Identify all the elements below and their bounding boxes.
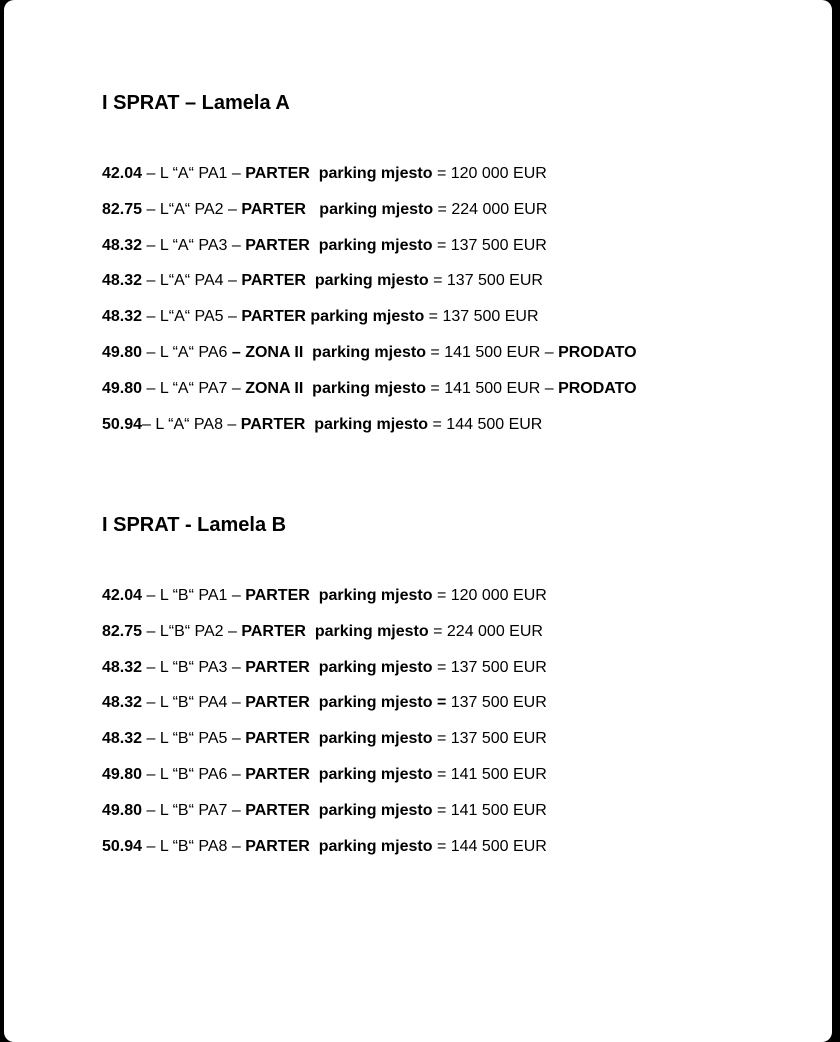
unit-code: – L “A“ PA7 – xyxy=(142,379,246,397)
level-label: PARTER xyxy=(241,622,306,640)
unit-code: – L“A“ PA4 – xyxy=(142,272,242,290)
area-value: 49.80 xyxy=(102,801,143,819)
type-label: parking mjesto xyxy=(318,165,433,182)
type-label: parking mjesto xyxy=(318,658,433,676)
spacer xyxy=(310,659,319,676)
price-value: = 141 500 EUR xyxy=(432,801,547,819)
unit-code: – L“A“ PA2 – xyxy=(142,200,242,218)
spacer xyxy=(306,623,315,640)
section-lamela-b xyxy=(102,510,812,864)
area-value: 48.32 xyxy=(102,272,143,290)
status-label: PRODATO xyxy=(558,379,637,397)
spacer xyxy=(310,838,319,855)
type-label: parking mjesto xyxy=(318,765,433,783)
area-value: 50.94 xyxy=(102,837,143,855)
type-label: parking mjesto xyxy=(318,801,433,819)
listing-row xyxy=(102,299,812,335)
unit-code: – L“A“ PA5 – xyxy=(142,308,242,326)
spacer xyxy=(310,237,319,254)
listing-row xyxy=(102,757,812,793)
spacer xyxy=(303,380,312,397)
spacer xyxy=(305,416,314,433)
listing-row xyxy=(102,192,812,228)
unit-code: – L “B“ PA4 – xyxy=(142,694,246,712)
listing-row xyxy=(102,228,812,264)
area-value: 42.04 xyxy=(102,587,143,604)
price-value: = 141 500 EUR xyxy=(425,343,541,361)
level-label: PARTER xyxy=(245,801,310,819)
status-separator: – xyxy=(540,379,559,397)
price-value: = 137 500 EUR xyxy=(432,730,547,748)
listing-row xyxy=(102,335,812,371)
unit-code: – L “B“ PA6 – xyxy=(142,765,246,783)
listing-row xyxy=(102,829,812,865)
type-label: parking mjesto xyxy=(318,587,433,604)
area-value: 48.32 xyxy=(102,694,143,712)
type-label: parking mjesto xyxy=(318,236,433,254)
area-value: 82.75 xyxy=(102,200,143,218)
area-value: 49.80 xyxy=(102,343,143,361)
price-value: = 141 500 EUR xyxy=(425,379,541,397)
spacer xyxy=(310,694,319,711)
spacer xyxy=(306,201,319,218)
price-value: 137 500 EUR xyxy=(446,694,547,712)
price-value: = 137 500 EUR xyxy=(428,272,543,290)
price-value: = 137 500 EUR xyxy=(424,308,539,326)
status-separator: – xyxy=(540,343,559,361)
unit-code: – L“B“ PA2 – xyxy=(142,622,242,640)
unit-code: – L “A“ PA1 – xyxy=(142,165,246,182)
type-label: parking mjesto xyxy=(312,379,426,397)
section-heading: I SPRAT – Lamela A xyxy=(102,92,290,114)
listing-row xyxy=(102,263,812,299)
status-label: PRODATO xyxy=(558,343,637,361)
spacer xyxy=(310,165,319,182)
unit-code: – L “B“ PA8 – xyxy=(142,837,246,855)
level-label: PARTER xyxy=(241,272,306,290)
unit-code: – L “B“ PA1 – xyxy=(142,587,246,604)
level-label: PARTER xyxy=(241,308,306,326)
level-label: PARTER xyxy=(245,658,310,676)
type-label: parking mjesto xyxy=(318,837,433,855)
listing-row xyxy=(102,407,812,443)
price-value: = 120 000 EUR xyxy=(432,587,547,604)
price-value: = 141 500 EUR xyxy=(432,765,547,783)
spacer xyxy=(310,587,319,604)
listing-row xyxy=(102,578,812,614)
price-value: = 137 500 EUR xyxy=(432,658,547,676)
type-label: parking mjesto xyxy=(314,415,429,433)
level-label: – ZONA II xyxy=(231,343,304,361)
area-value: 49.80 xyxy=(102,765,143,783)
type-label: parking mjesto = xyxy=(318,694,447,712)
spacer xyxy=(303,344,312,361)
area-value: 42.04 xyxy=(102,165,143,182)
type-label: parking mjesto xyxy=(314,272,429,290)
type-label: parking mjesto xyxy=(318,730,433,748)
price-value: = 224 000 EUR xyxy=(428,622,543,640)
unit-code: – L “A“ PA6 xyxy=(142,343,232,361)
document-page xyxy=(4,0,832,1042)
area-value: 48.32 xyxy=(102,308,143,326)
type-label: parking mjesto xyxy=(312,343,426,361)
price-value: = 144 500 EUR xyxy=(428,415,543,433)
price-value: = 137 500 EUR xyxy=(432,236,547,254)
type-label: parking mjesto xyxy=(314,622,429,640)
level-label: PARTER xyxy=(240,415,306,433)
level-label: PARTER xyxy=(245,236,310,254)
price-value: = 224 000 EUR xyxy=(433,200,548,218)
area-value: 50.94 xyxy=(102,415,143,433)
listing-row xyxy=(102,685,812,721)
listing-row xyxy=(102,793,812,829)
listing-row xyxy=(102,371,812,407)
unit-code: – L “B“ PA5 – xyxy=(142,730,246,748)
unit-code: – L “B“ PA3 – xyxy=(142,658,246,676)
listing-row xyxy=(102,650,812,686)
area-value: 49.80 xyxy=(102,379,143,397)
level-label: PARTER xyxy=(245,765,310,783)
spacer xyxy=(306,272,315,289)
level-label: PARTER xyxy=(241,200,306,218)
type-label: parking mjesto xyxy=(319,200,434,218)
level-label: PARTER xyxy=(245,730,310,748)
area-value: 48.32 xyxy=(102,236,143,254)
area-value: 82.75 xyxy=(102,622,143,640)
listing-list xyxy=(102,156,812,442)
section-heading: I SPRAT - Lamela B xyxy=(102,514,287,536)
spacer xyxy=(310,766,319,783)
area-value: 48.32 xyxy=(102,658,143,676)
listing-row xyxy=(102,721,812,757)
unit-code: – L “A“ PA8 – xyxy=(142,415,241,433)
price-value: = 120 000 EUR xyxy=(432,165,547,182)
spacer xyxy=(310,802,319,819)
type-label: parking mjesto xyxy=(310,308,425,326)
level-label: PARTER xyxy=(245,837,310,855)
spacer xyxy=(310,730,319,747)
area-value: 48.32 xyxy=(102,730,143,748)
listing-list xyxy=(102,578,812,864)
listing-row xyxy=(102,614,812,650)
level-label: PARTER xyxy=(245,165,310,182)
level-label: PARTER xyxy=(245,694,310,712)
listing-row xyxy=(102,156,812,192)
unit-code: – L “B“ PA7 – xyxy=(142,801,246,819)
section-lamela-a xyxy=(102,88,812,442)
price-value: = 144 500 EUR xyxy=(432,837,547,855)
level-label: PARTER xyxy=(245,587,310,604)
unit-code: – L “A“ PA3 – xyxy=(142,236,246,254)
level-label: ZONA II xyxy=(245,379,304,397)
